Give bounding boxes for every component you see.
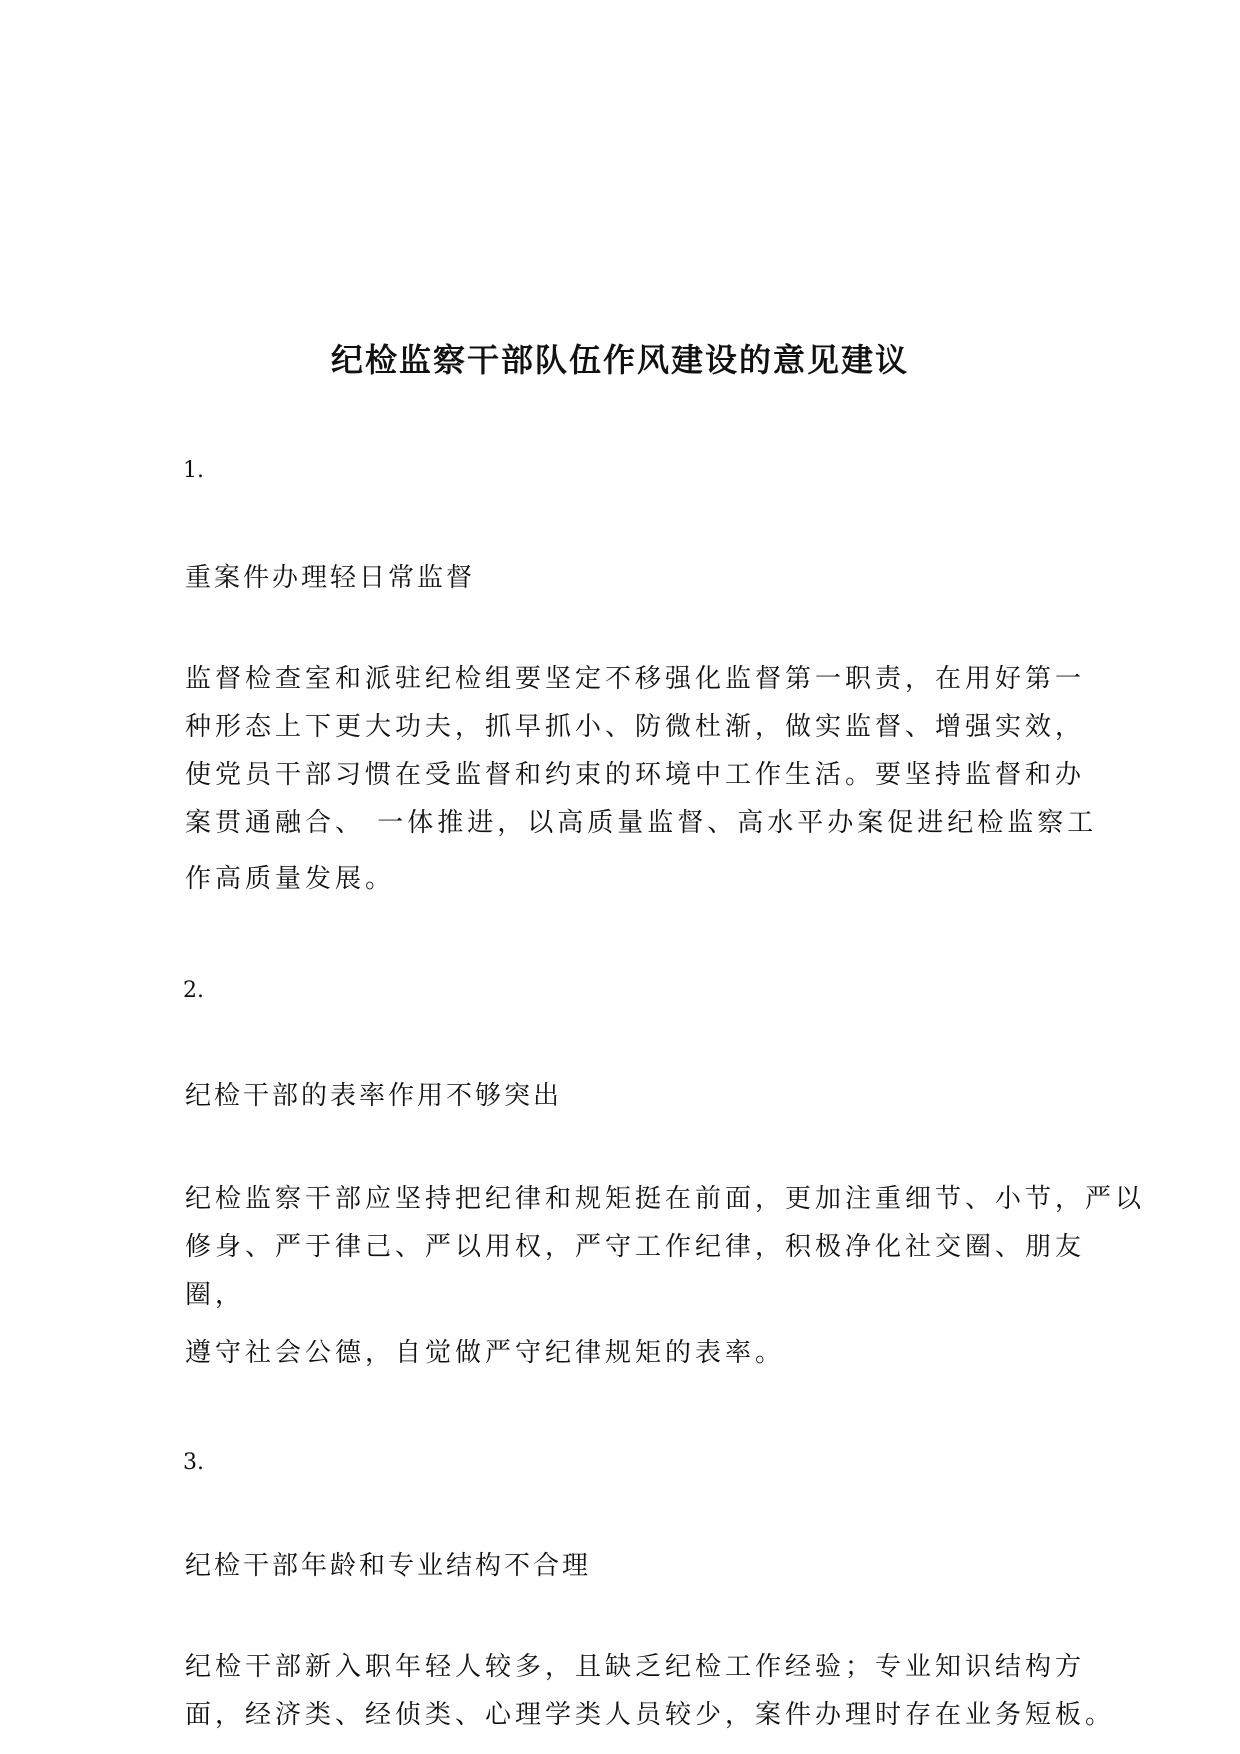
section-heading: 纪检干部的表率作用不够突出	[185, 1081, 563, 1111]
body-line: 纪检干部新入职年轻人较多，且缺乏纪检工作经验；专业知识结构方	[185, 1652, 1086, 1682]
section-number: 1.	[183, 458, 204, 483]
section-body	[185, 1643, 1116, 1739]
document-title: 纪检监察干部队伍作风建设的意见建议	[330, 341, 909, 379]
body-line: 面，经济类、经侦类、心理学类人员较少，案件办理时存在业务短板。	[185, 1700, 1116, 1730]
body-line: 修身、严于律己、严以用权，严守工作纪律，积极净化社交圈、朋友	[185, 1232, 1086, 1262]
section-heading: 重案件办理轻日常监督	[185, 563, 476, 593]
section-number: 3.	[183, 1450, 204, 1475]
body-line: 使党员干部习惯在受监督和约束的环境中工作生活。要坚持监督和办	[185, 760, 1086, 790]
body-line: 作高质量发展。	[185, 864, 396, 894]
section-body	[185, 655, 1098, 903]
body-line: 案贯通融合、 一体推进，以高质量监督、高水平办案促进纪检监察工	[185, 808, 1098, 838]
body-line: 纪检监察干部应坚持把纪律和规矩挺在前面，更加注重细节、小节，严以	[185, 1184, 1146, 1214]
body-line: 遵守社会公德，自觉做严守纪律规矩的表率。	[185, 1338, 786, 1368]
body-line: 种形态上下更大功夫，抓早抓小、防微杜渐，做实监督、增强实效，	[185, 712, 1086, 742]
section-number: 2.	[183, 978, 204, 1003]
body-line: 监督检查室和派驻纪检组要坚定不移强化监督第一职责，在用好第一	[185, 664, 1086, 694]
section-heading: 纪检干部年龄和专业结构不合理	[185, 1551, 592, 1581]
body-line: 圈，	[185, 1280, 246, 1310]
section-body	[185, 1175, 1146, 1377]
